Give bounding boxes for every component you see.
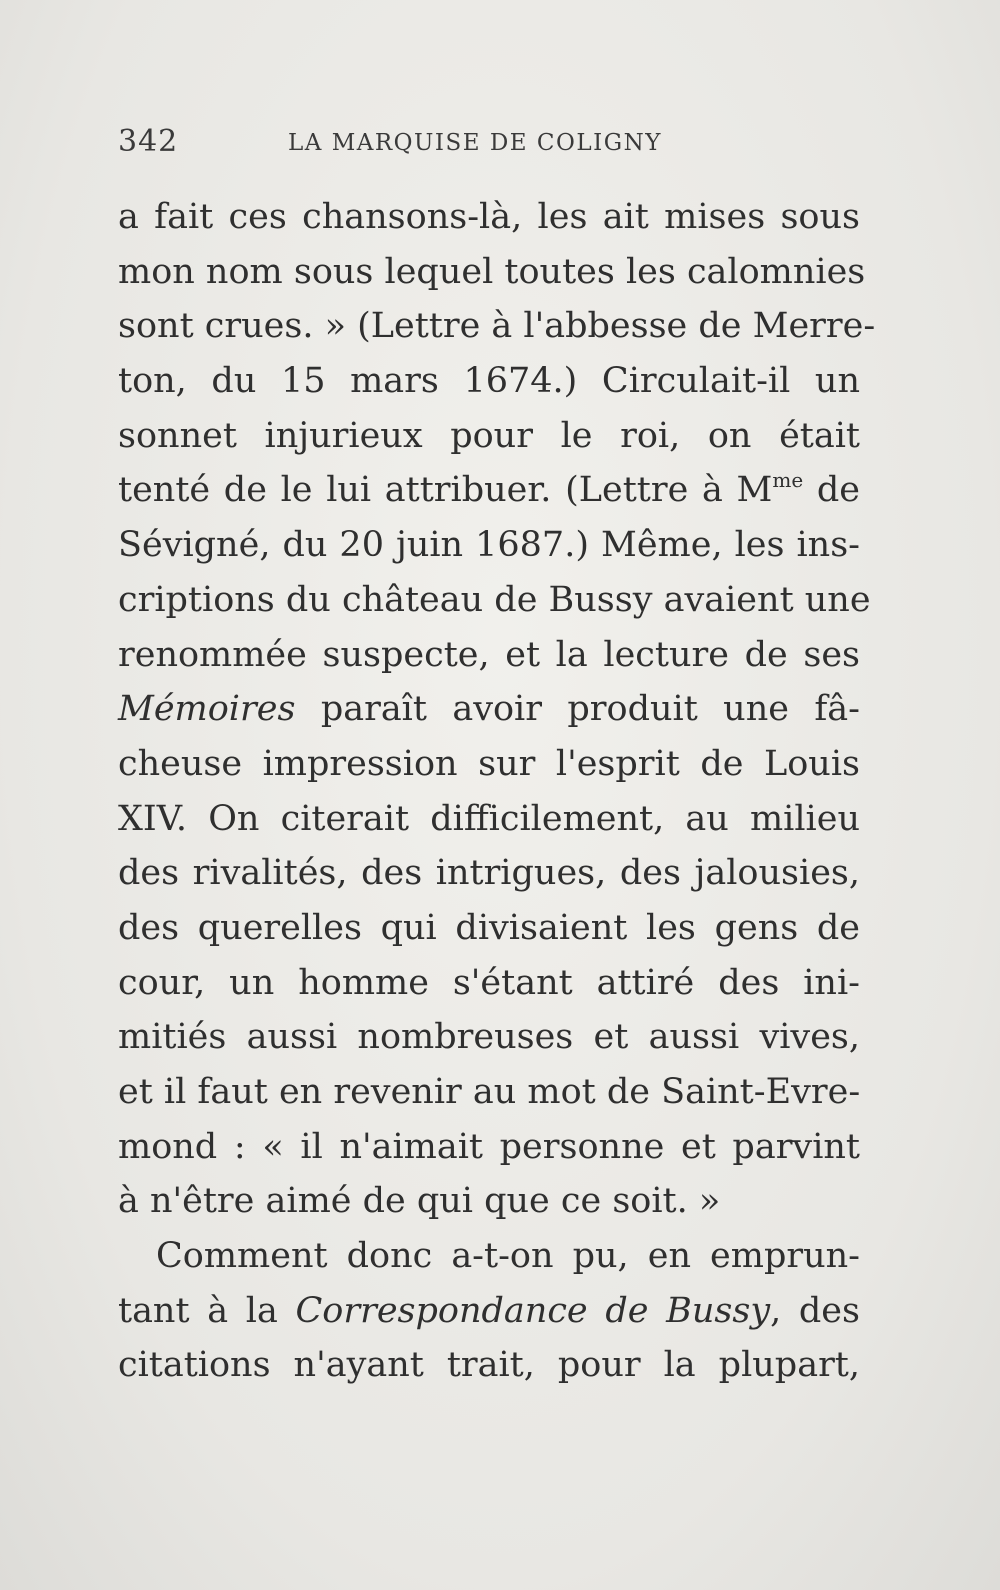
text-segment: paraît avoir produit une fâ- — [295, 689, 860, 730]
text-line: mitiés aussi nombreuses et aussi vives, — [118, 1017, 860, 1058]
text-line: ton, du 15 mars 1674.) Circulait-il un — [118, 361, 860, 402]
text-line: XIV. On citerait difficilement, au milieu — [118, 798, 860, 839]
text-line — [118, 463, 860, 518]
page-number: 342 — [118, 124, 179, 159]
text-line: des querelles qui divisaient les gens de — [118, 907, 860, 948]
text-line — [118, 682, 860, 737]
italic-title: Correspondance de Bussy — [295, 1290, 771, 1331]
text-segment: , des — [770, 1290, 860, 1331]
text-line: Sévigné, du 20 juin 1687.) Même, les ins- — [118, 525, 860, 566]
text-line: renommée suspecte, et la lecture de ses — [118, 634, 860, 675]
text-line: à n'être aimé de qui que ce soit. » — [118, 1181, 721, 1222]
running-title: LA MARQUISE DE COLIGNY — [288, 130, 662, 156]
text-line: et il faut en revenir au mot de Saint-Evre- — [118, 1072, 861, 1112]
text-line: a fait ces chansons-là, les ait mises sous — [118, 197, 860, 237]
text-line: mond : « il n'aimait personne et parvint — [118, 1126, 860, 1167]
text-line: cheuse impression sur l'esprit de Louis — [118, 743, 860, 784]
text-line: Comment donc a-t-on pu, en emprun- — [156, 1236, 860, 1277]
text-segment: de — [803, 470, 860, 511]
text-segment: tenté de le lui attribuer. (Lettre à M — [118, 470, 773, 511]
italic-title: Mémoires — [118, 689, 296, 730]
text-segment: tant à la — [118, 1290, 296, 1331]
text-line: des rivalités, des intrigues, des jalousies, — [118, 853, 860, 894]
superscript: me — [772, 468, 804, 493]
body-text — [118, 190, 876, 1393]
text-line: sont crues. » (Lettre à l'abbesse de Merre- — [118, 306, 876, 347]
text-line: citations n'ayant trait, pour la plupart, — [118, 1345, 860, 1386]
text-line: cour, un homme s'étant attiré des ini- — [118, 962, 860, 1003]
text-line: criptions du château de Bussy avaient une — [118, 579, 871, 620]
page-header — [118, 118, 878, 168]
text-line — [118, 1284, 860, 1339]
text-line: sonnet injurieux pour le roi, on était — [118, 415, 860, 456]
text-line: mon nom sous lequel toutes les calomnies — [118, 251, 866, 292]
